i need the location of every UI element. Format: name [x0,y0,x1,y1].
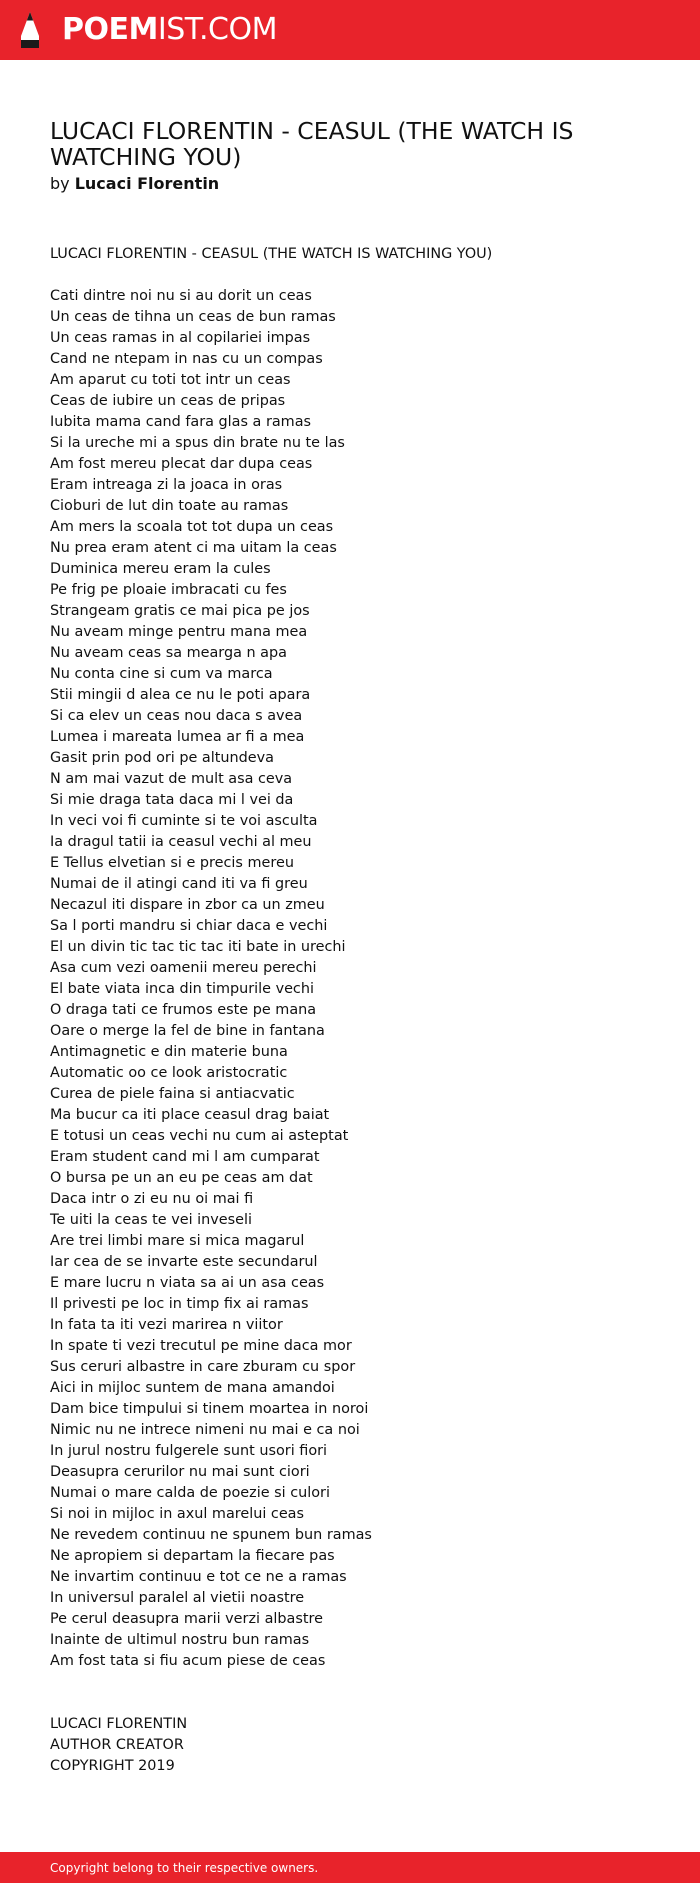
poem-line: Sa l porti mandru si chiar daca e vechi [50,918,328,934]
author-name: Lucaci Florentin [74,174,220,193]
poem-line: Strangeam gratis ce mai pica pe jos [50,603,310,619]
poem-line: Sus ceruri albastre in care zburam cu spor [50,1359,356,1375]
poem-line: Cand ne ntepam in nas cu un compas [50,351,323,367]
poem-line: Si noi in mijloc in axul marelui ceas [50,1506,304,1522]
poem-line: Ne apropiem si departam la fiecare pas [50,1548,335,1564]
poem-line: In universul paralel al vietii noastre [50,1590,305,1606]
credit-line: LUCACI FLORENTIN [50,1716,188,1732]
poem-line: Necazul iti dispare in zbor ca un zmeu [50,897,325,913]
poem-line: Numai o mare calda de poezie si culori [50,1485,330,1501]
site-logo[interactable] [62,12,277,48]
credit-line: AUTHOR CREATOR [50,1737,184,1753]
poem-line: Eram intreaga zi la joaca in oras [50,477,283,493]
poem-header [50,118,680,195]
poem-line: Te uiti la ceas te vei inveseli [50,1212,253,1228]
poem-line: Dam bice timpului si tinem moartea in noroi [50,1401,369,1417]
poem-line: O bursa pe un an eu pe ceas am dat [50,1170,313,1186]
poem-line: Si ca elev un ceas nou daca s avea [50,708,303,724]
poem-heading: LUCACI FLORENTIN - CEASUL (THE WATCH IS WATCHING YOU) [50,246,493,262]
poem-line: Eram student cand mi l am cumparat [50,1149,320,1165]
poem-lines [50,286,670,1672]
poem-line: Curea de piele faina si antiacvatic [50,1086,295,1102]
poem-line: Stii mingii d alea ce nu le poti apara [50,687,311,703]
logo-light: IST.COM [157,12,277,47]
poem-body [50,244,670,1777]
poem-line: Iubita mama cand fara glas a ramas [50,414,312,430]
poem-line: Iar cea de se invarte este secundarul [50,1254,318,1270]
poem-line: Am fost mereu plecat dar dupa ceas [50,456,313,472]
by-label: by [50,174,70,193]
poem-line: Ma bucur ca iti place ceasul drag baiat [50,1107,330,1123]
poem-line: Pe frig pe ploaie imbracati cu fes [50,582,287,598]
poem-line: Si mie draga tata daca mi l vei da [50,792,294,808]
poem-line: Are trei limbi mare si mica magarul [50,1233,305,1249]
site-header [0,0,700,60]
poem-line: O draga tati ce frumos este pe mana [50,1002,317,1018]
poem-line: Cati dintre noi nu si au dorit un ceas [50,288,312,304]
poem-line: Ne invartim continuu e tot ce ne a ramas [50,1569,347,1585]
poem-line: Antimagnetic e din materie buna [50,1044,288,1060]
credit-line: COPYRIGHT 2019 [50,1758,175,1774]
poem-line: Lumea i mareata lumea ar fi a mea [50,729,305,745]
poem-line: Ne revedem continuu ne spunem bun ramas [50,1527,372,1543]
poem-line: Il privesti pe loc in timp fix ai ramas [50,1296,309,1312]
poem-line: Un ceas ramas in al copilariei impas [50,330,311,346]
site-footer [0,1852,700,1883]
poem-line: Nu aveam minge pentru mana mea [50,624,308,640]
poem-line: Duminica mereu eram la cules [50,561,271,577]
poem-line: In fata ta iti vezi marirea n viitor [50,1317,283,1333]
poem-line: E mare lucru n viata sa ai un asa ceas [50,1275,325,1291]
poem-line: Deasupra cerurilor nu mai sunt ciori [50,1464,310,1480]
poem-line: Numai de il atingi cand iti va fi greu [50,876,308,892]
poem-line: Si la ureche mi a spus din brate nu te las [50,435,345,451]
poem-line: Nu conta cine si cum va marca [50,666,273,682]
poem-line: El bate viata inca din timpurile vechi [50,981,314,997]
poem-line: E Tellus elvetian si e precis mereu [50,855,294,871]
poem-line: Aici in mijloc suntem de mana amandoi [50,1380,335,1396]
poem-line: Cioburi de lut din toate au ramas [50,498,289,514]
poem-line: Nimic nu ne intrece nimeni nu mai e ca noi [50,1422,360,1438]
poem-line: Oare o merge la fel de bine in fantana [50,1023,325,1039]
poem-line: Daca intr o zi eu nu oi mai fi [50,1191,254,1207]
footer-copyright: Copyright belong to their respective owners. [50,1861,319,1875]
poem-line: Un ceas de tihna un ceas de bun ramas [50,309,336,325]
poem-line: Am mers la scoala tot tot dupa un ceas [50,519,334,535]
poem-credits [50,1714,670,1777]
poem-line: Pe cerul deasupra marii verzi albastre [50,1611,323,1627]
poem-line: Asa cum vezi oamenii mereu perechi [50,960,317,976]
byline [50,173,680,195]
poem-line: Ia dragul tatii ia ceasul vechi al meu [50,834,312,850]
page-title: LUCACI FLORENTIN - CEASUL (THE WATCH IS WATCHING YOU) [50,117,574,171]
poem-line: Ceas de iubire un ceas de pripas [50,393,286,409]
poem-line: Am fost tata si fiu acum piese de ceas [50,1653,326,1669]
pencil-icon [17,10,43,52]
poem-line: N am mai vazut de mult asa ceva [50,771,293,787]
poem-line: In spate ti vezi trecutul pe mine daca mor [50,1338,352,1354]
poem-line: Automatic oo ce look aristocratic [50,1065,288,1081]
poem-line: Nu aveam ceas sa mearga n apa [50,645,287,661]
poem-line: Nu prea eram atent ci ma uitam la ceas [50,540,337,556]
poem-line: Gasit prin pod ori pe altundeva [50,750,274,766]
logo-bold: POEM [62,12,158,47]
poem-line: Inainte de ultimul nostru bun ramas [50,1632,310,1648]
poem-line: In veci voi fi cuminte si te voi asculta [50,813,318,829]
poem-line: In jurul nostru fulgerele sunt usori fiori [50,1443,328,1459]
poem-line: E totusi un ceas vechi nu cum ai asteptat [50,1128,349,1144]
poem-line: Am aparut cu toti tot intr un ceas [50,372,291,388]
poem-line: El un divin tic tac tic tac iti bate in urechi [50,939,346,955]
